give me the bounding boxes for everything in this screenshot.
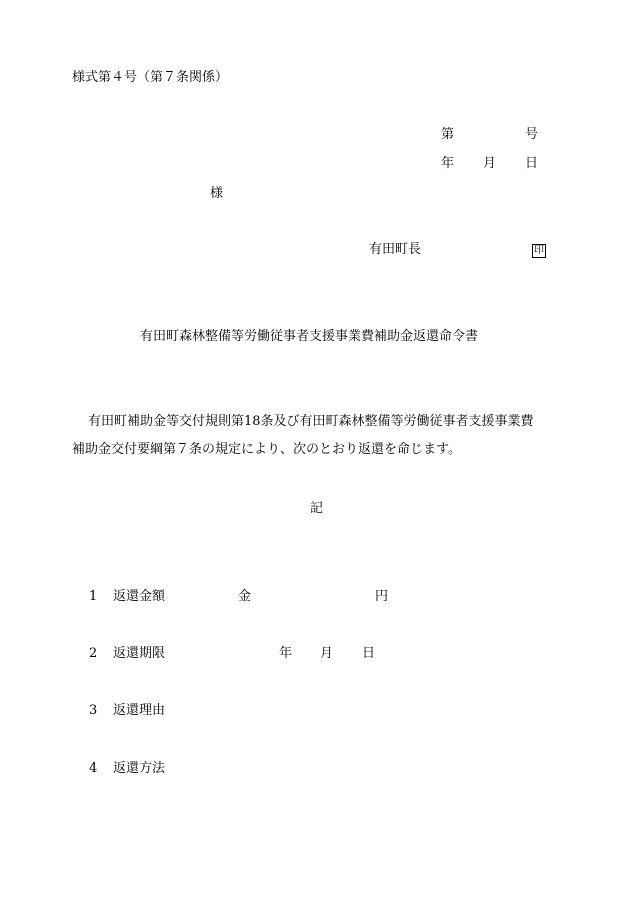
doc-number-suffix: 号 <box>525 127 539 142</box>
date-day: 日 <box>525 156 539 171</box>
item-number: 4 <box>89 761 98 776</box>
item-label: 返還金額 <box>113 589 166 604</box>
document-title: 有田町森林整備等労働従事者支援事業費補助金返還命令書 <box>140 329 479 344</box>
date-month: 月 <box>483 156 497 171</box>
ki-label: 記 <box>310 501 324 516</box>
deadline-month: 月 <box>320 646 334 661</box>
recipient-suffix: 様 <box>210 186 224 201</box>
item-label: 返還理由 <box>113 703 166 718</box>
item-number: 2 <box>89 646 98 661</box>
doc-number-prefix: 第 <box>441 127 455 142</box>
deadline-day: 日 <box>362 646 376 661</box>
item-label: 返還期限 <box>113 646 166 661</box>
seal-label: 印 <box>534 245 544 256</box>
deadline-year: 年 <box>279 646 293 661</box>
item-label: 返還方法 <box>113 761 166 776</box>
amount-prefix: 金 <box>238 589 252 604</box>
date-year: 年 <box>441 156 455 171</box>
item-number: 3 <box>89 703 98 718</box>
item-number: 1 <box>89 589 98 604</box>
form-number: 様式第４号（第７条関係） <box>72 70 229 85</box>
seal-mark <box>532 243 546 258</box>
body-line-2: 補助金交付要綱第７条の規定により、次のとおり返還を命じます。 <box>72 442 461 457</box>
amount-unit: 円 <box>375 589 389 604</box>
body-line-1: 有田町補助金等交付規則第18条及び有田町森林整備等労働従事者支援事業費 <box>88 414 534 429</box>
issuer: 有田町長 <box>369 242 422 257</box>
